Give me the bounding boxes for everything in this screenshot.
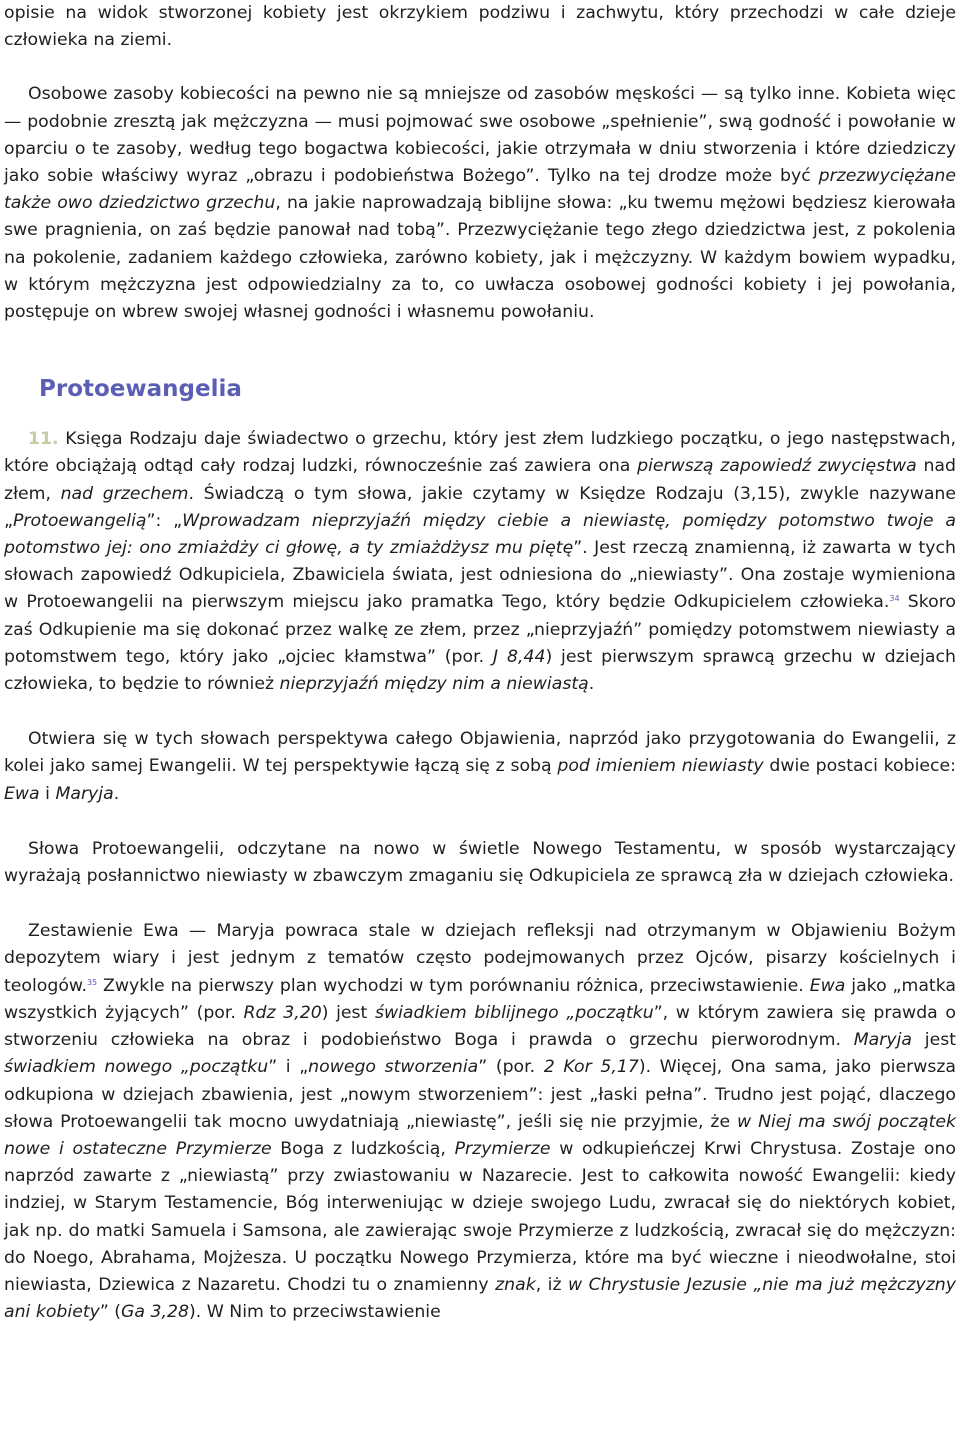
footnote-ref-34[interactable]: 34 [889,594,900,604]
paragraph-continuation: opisie na widok stworzonej kobiety jest okrzykiem podziwu i zachwytu, który przechodzi w całe dzieje człowieka na ziemi. [4,3,956,51]
paragraph-11: 11. Księga Rodzaju daje świadectwo o grzechu, który jest złem ludzkiego początku, o jego następstwach, które obciążają odtąd cały rodzaj ludzki, równocześnie zaś zawiera ona pierwszą zapowiedź zwycięstwa nad złem, nad grzechem. Świadczą o tym słowa, jakie czytamy w Księdze Rodzaju (3,15), zwykle nazywane „Protoewangelią”: „Wprowadzam nieprzyjaźń między ciebie a niewiastę, pomiędzy potomstwo twoje a potomstwo jej: ono zmiażdży ci głowę, a ty zmiażdżysz mu piętę”. Jest rzeczą znamienną, iż zawarta w tych słowach zapowiedź Odkupiciela, Zbawiciela świata, jest odniesiona do „niewiasty”. Ona zostaje wymieniona w Protoewangelii na pierwszym miejscu jako pramatka Tego, który będzie Odkupicielem człowieka.$^{34}$ Skoro zaś Odkupienie ma się dokonać przez walkę ze złem, przez „nieprzyjaźń” pomiędzy potomstwem niewiasty a potomstwem tego, który jako „ojciec kłamstwa” (por. J 8,44) jest pierwszym sprawcą grzechu w dziejach człowieka, to będzie to również nieprzyjaźń między nim a niewiastą. [4,429,956,695]
paragraph-feminine-resources: Osobowe zasoby kobiecości na pewno nie są mniejsze od zasobów męskości — są tylko inne. Kobieta więc — podobnie zresztą jak mężczyzna — musi pojmować swe osobowe „spełnienie”, swą godność i powołanie w oparciu o te zasoby, według tego bogactwa kobiecości, jakie otrzymała w dniu stworzenia i które dziedziczy jako sobie właściwy wyraz „obrazu i podobieństwa Bożego”. Tylko na tej drodze może być przezwyciężane także owo dziedzictwo grzechu, na jakie naprowadzają biblijne słowa: „ku twemu mężowi będziesz kierowała swe pragnienia, on zaś będzie panował nad tobą”. Przezwyciężanie tego złego dziedzictwa jest, z pokolenia na pokolenie, zadaniem każdego człowieka, zarówno kobiety, jak i mężczyzny. W każdym bowiem wypadku, w którym mężczyzna jest odpowiedzialny za to, co uwłacza osobowej godności kobiety i jej powołania, postępuje on wbrew swojej własnej godności i własnemu powołaniu. [4,84,956,323]
paragraph-perspective: Otwiera się w tych słowach perspektywa całego Objawienia, naprzód jako przygotowania do Ewangelii, z kolei jako samej Ewangelii. W tej perspektywie łączą się z sobą pod imieniem niewiasty dwie postaci kobiece: Ewa i Maryja. [4,729,956,804]
paragraph-number: 11. [28,429,59,450]
document-page [4,0,956,1326]
section-heading: Protoewangelia [39,376,242,403]
paragraph-protoevangelium-words: Słowa Protoewangelii, odczytane na nowo w świetle Nowego Testamentu, w sposób wystarczający wyrażają posłannictwo niewiasty w zbawczym zmaganiu się Odkupiciela ze sprawcą zła w dziejach człowieka. [4,838,956,887]
footnote-ref-35[interactable]: 35 [86,977,98,987]
paragraph-eve-mary: Zestawienie Ewa — Maryja powraca stale w dziejach refleksji nad otrzymanym w Objawieniu Bożym depozytem wiary i jest jednym z tematów często podejmowanych przez Ojców, pisarzy kościelnych i teologów.$^{35}$ Zwykle na pierwszy plan wychodzi w tym porównaniu różnica, przeciwstawienie. Ewa jako „matka wszystkich żyjących” (por. Rdz 3,20) jest świadkiem biblijnego „początku”, w którym zawiera się prawda o stworzeniu człowieka na obraz i podobieństwo Boga i prawda o grzechu pierworodnym. Maryja jest świadkiem nowego „początku” i „nowego stworzenia” (por. 2 Kor 5,17). Więcej, Ona sama, jako pierwsza odkupiona w dziejach zbawienia, jest „nowym stworzeniem”: jest „łaski pełna”. Trudno jest pojąć, dlaczego słowa Protoewangelii tak mocno uwydatniają „niewiastę”, jeśli się nie przyjmie, że w Niej ma swój początek nowe i ostateczne Przymierze Boga z ludzkością, Przymierze w odkupieńczej Krwi Chrystusa. Zostaje ono naprzód zawarte z „niewiastą” przy zwiastowaniu w Nazarecie. Jest to całkowita nowość Ewangelii: kiedy indziej, w Starym Testamencie, Bóg interweniując w dzieje swojego Ludu, zwracał się do niektórych kobiet, jak np. do matki Samuela i Samsona, ale zawierając swoje Przymierze z ludzkością, zwracał się do mężczyzn: do Noego, Abrahama, Mojżesza. U początku Nowego Przymierza, które ma być wieczne i nieodwołalne, stoi niewiasta, Dziewica z Nazaretu. Chodzi tu o znamienny znak, iż w Chrystusie Jezusie „nie ma już mężczyzny ani kobiety” (Ga 3,28). W Nim to przeciwstawienie [4,921,956,1323]
